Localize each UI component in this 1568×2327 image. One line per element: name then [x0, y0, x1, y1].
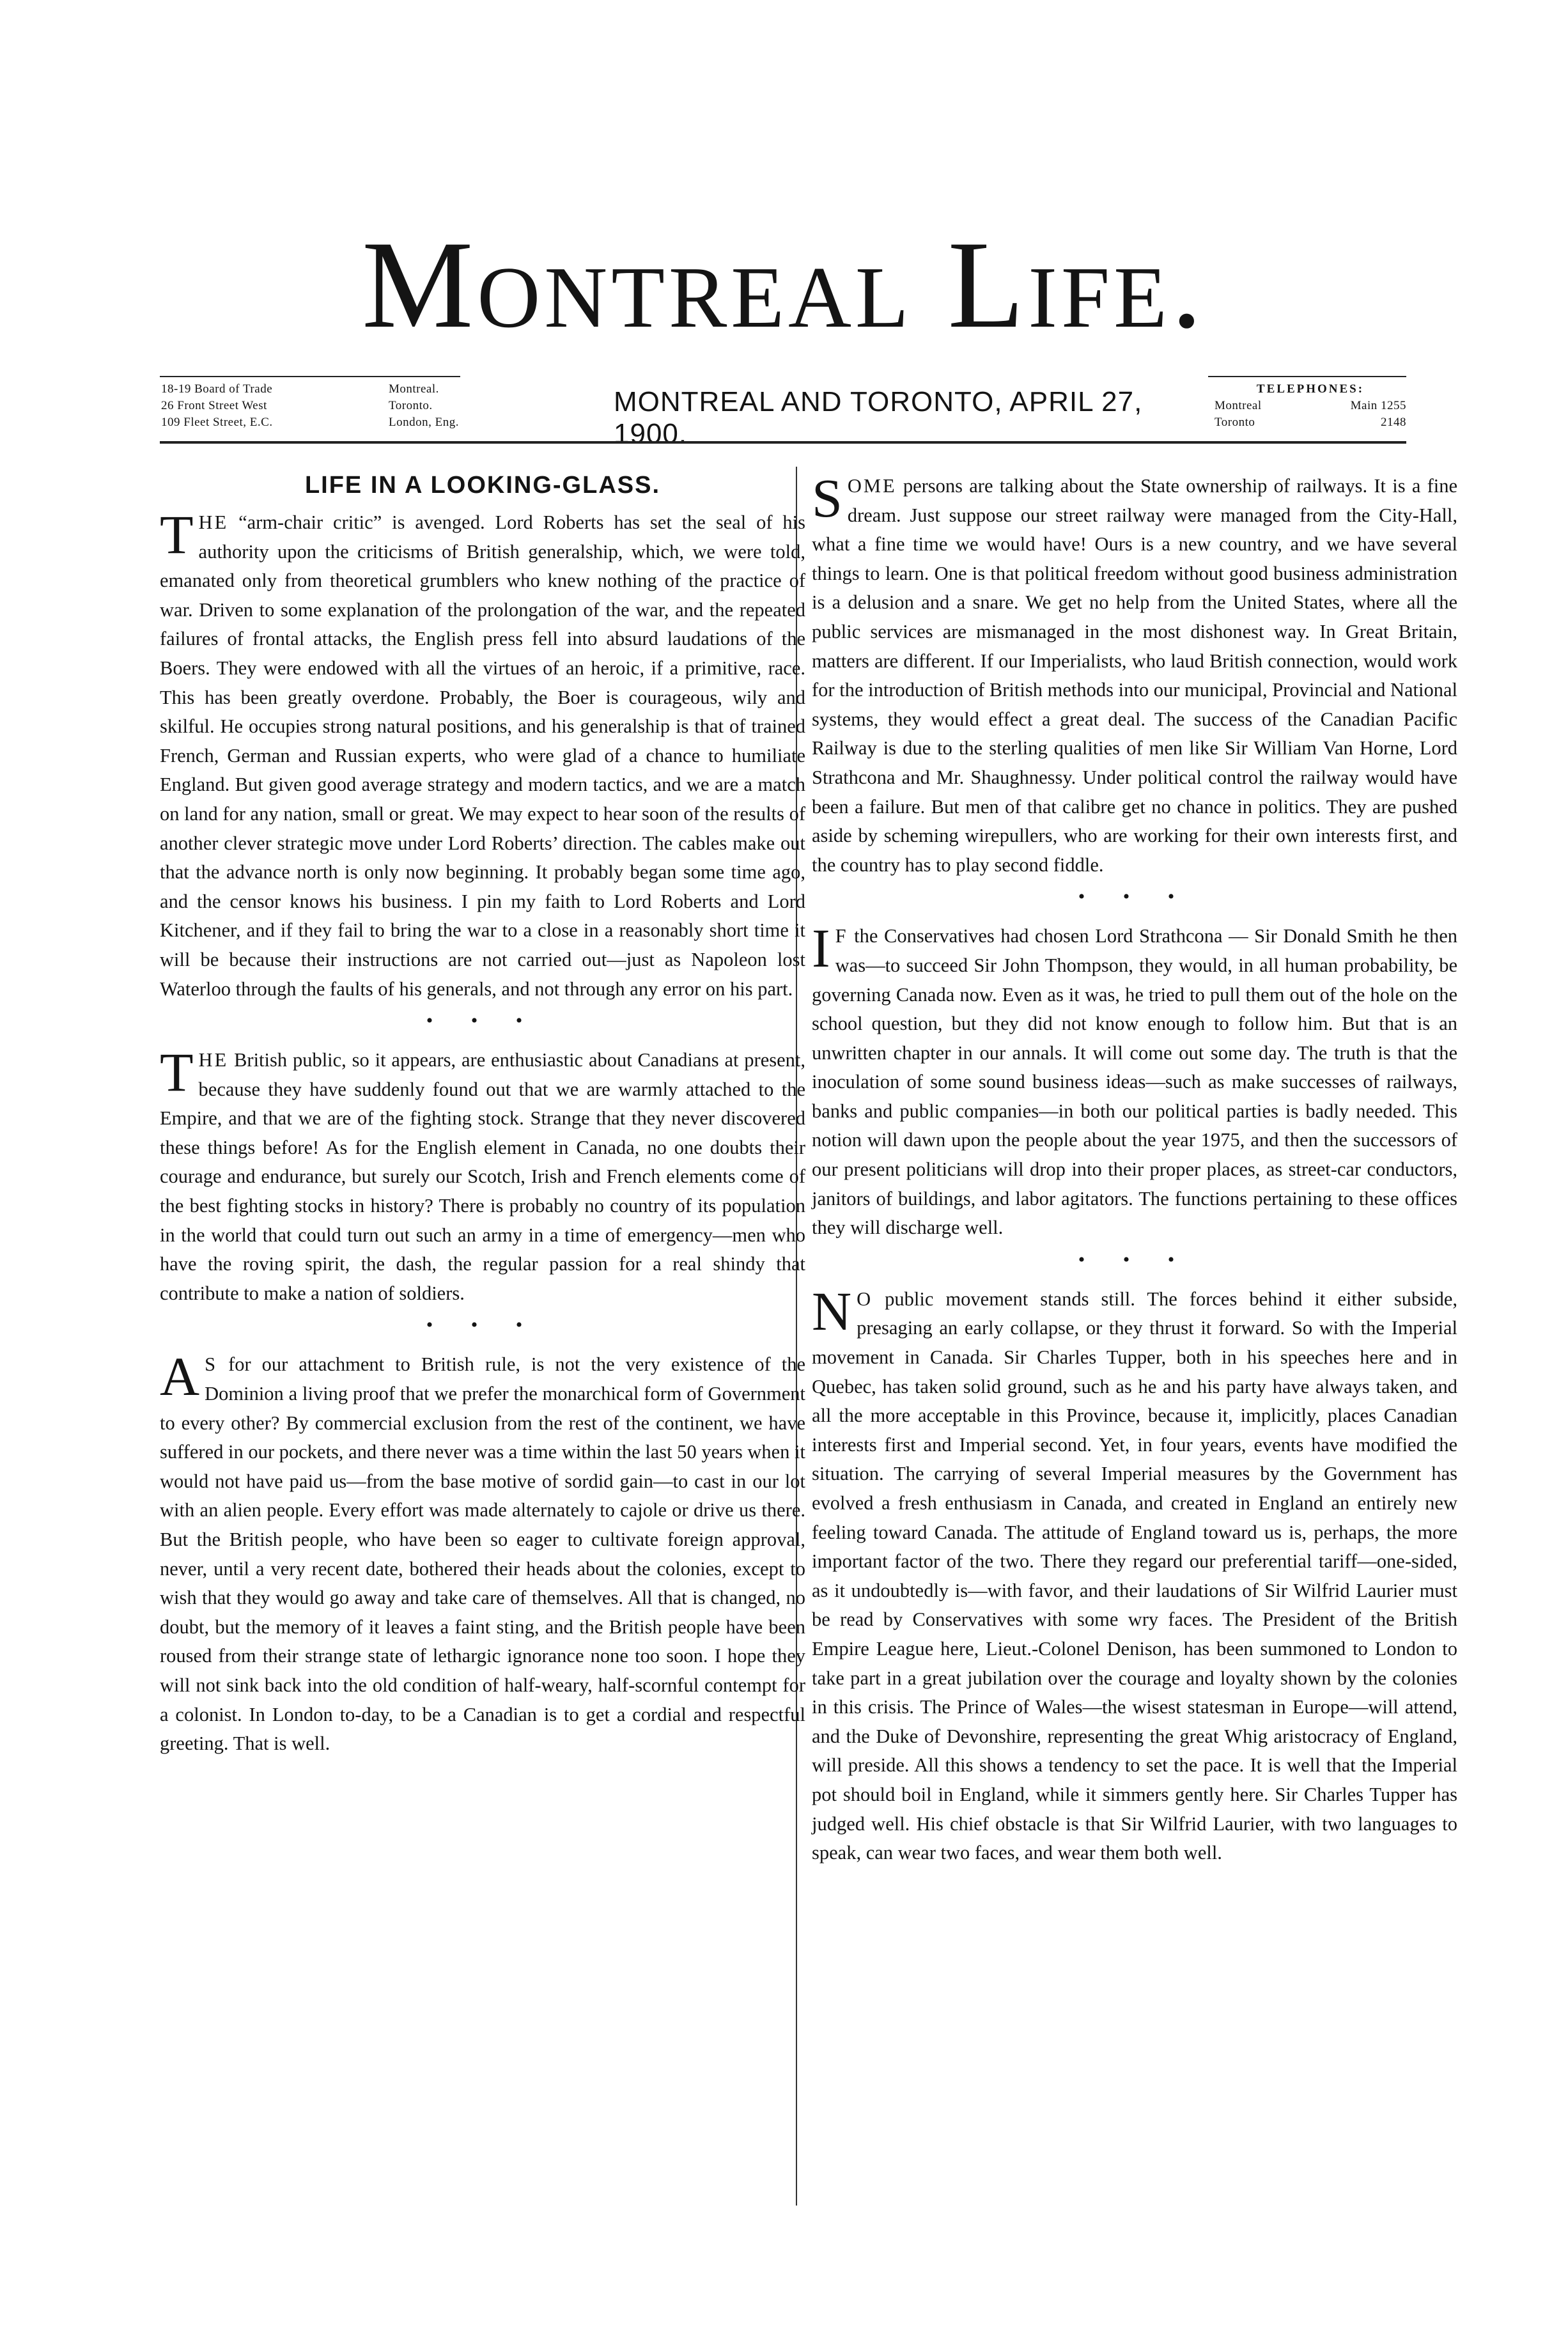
telephone-row — [1215, 398, 1406, 414]
article-paragraph — [812, 917, 1457, 1243]
article-paragraph — [812, 1280, 1457, 1868]
lead-word: O — [857, 1288, 873, 1310]
office-addresses — [161, 381, 378, 431]
header-bottom-rule — [160, 441, 1406, 444]
article-paragraph — [812, 467, 1457, 880]
article-paragraph — [160, 504, 805, 1004]
telephone-row — [1215, 414, 1406, 431]
address-line: 109 Fleet Street, E.C. — [161, 416, 273, 429]
paragraph-text: public movement stands still. The forces behind it either subside, presaging an early collapse, or they thrust it forward. So with the Imperial movement in Canada. Sir Charles Tupper, both in his speeches here and in Quebec, has taken solid ground, such as he and his party have always taken, and all the more acceptable in this Province, because it, implicitly, places Canadian interests first and Imperial second. Yet, in four years, events have modified the situation. The carrying of several Imperial measures by the Government has evolved a fresh enthusiasm in Canada, and created in England an entirely new feeling toward Canada. The attitude of England toward us is, perhaps, the more important factor of the two. There they regard our preferential tariff—one-sided, as it undoubtedly is—with favor, and their laudations of Sir Wilfrid Laurier must be read by Conservatives with some wry faces. The President of the British Empire League here, Lieut.-Colonel Denison, has been summoned to London to take part in a great jubilation over the courage and loyalty shown by the colonies in this crisis. The Prince of Wales—the wisest statesman in Europe—will attend, and the Duke of Devonshire, representing the great Whig aristocracy of England, will preside. All this shows a tendency to set the pace. It is well that the Imperial pot should boil in England, while it simmers gently here. Sir Charles Tupper has judged well. His chief obstacle is that Sir Wilfrid Laurier, with two languages to speak, can wear two faces, and wear them both well. — [812, 1288, 1457, 1864]
separator-dots: • • • — [426, 1314, 539, 1336]
lead-word: S — [205, 1353, 218, 1376]
masthead-rule-right — [1208, 376, 1406, 377]
section-heading: LIFE IN A LOOKING-GLASS. — [304, 472, 661, 499]
paragraph-text: British public, so it appears, are enthusiastic about Canadians at present, because they have suddenly found out that we are warmly attached to the Empire, and that we are of the fighting stock. Strange that they never discovered these things before! As for the English element in Canada, no one doubts their courage and endurance, but surely our Scotch, Irish and French elements come of the best fighting stocks in history? There is probably no country of its population in the world that could turn out such an army in a time of emergency—men who have the roving spirit, the dash, the regular passion for a real shindy that contribute to make a nation of soldiers. — [160, 1049, 805, 1304]
city-line: London, Eng. — [389, 416, 459, 429]
masthead-title: Montreal Life. — [362, 215, 1206, 354]
telephone-number: Main 1255 — [1350, 399, 1406, 412]
telephone-city: Toronto — [1215, 416, 1255, 429]
telephone-number: 2148 — [1381, 416, 1406, 429]
left-column — [160, 472, 805, 1759]
separator-dots: • • • — [1078, 886, 1192, 908]
city-line: Toronto. — [389, 399, 433, 412]
telephone-city: Montreal — [1215, 399, 1262, 412]
paragraph-text: “arm-chair critic” is avenged. Lord Roberts has set the seal of his authority upon the criticisms of British generalship, which, we were told, emanated only from theoretical grumblers who knew nothing of the practice of war. Driven to some explanation of the prolongation of the war, and the repeated failures of frontal attacks, the English press fell into absurd laudations of the Boers. They were endowed with all the virtues of an heroic, if a primitive, race. This has been greatly overdone. Probably, the Boer is courageous, wily and skilful. He occupies strong natural positions, and his generalship is that of trained French, German and Russian experts, who were glad of a chance to humiliate England. But given good average strategy and modern tactics, and we are a match on land for any nation, small or great. We may expect to hear soon of the results of another clever strategic move under Lord Roberts’ direction. The cables make out that the advance north is only now beginning. It probably began some time ago, and the censor knows his business. I pin my faith to Lord Roberts and Lord Kitchener, and if they fail to bring the war to a close in a reasonably short time it will be because their instructions are not carried out—just as Napoleon lost Waterloo through the faults of his generals, and not through any error on his part. — [160, 511, 805, 1000]
lead-word: OME — [847, 475, 897, 497]
telephones-title: TELEPHONES: — [1256, 382, 1365, 396]
drop-cap: S — [812, 467, 842, 529]
masthead-rule-left — [160, 376, 460, 377]
paragraph-text: persons are talking about the State ownership of railways. It is a fine dream. Just suppose our street railway were managed from the City-Hall, what a fine time we would have! Ours is a new country, and we have several things to learn. One is that political freedom without good business administration is a delusion and a snare. We get no help from the United States, where all the public services are mismanaged in the most dishonest way. In Great Britain, matters are different. If our Imperialists, who laud British connection, would work for the introduction of British methods into our municipal, Provincial and National systems, they would effect a great deal. The success of the Canadian Pacific Railway is due to the sterling qualities of men like Sir William Van Horne, Lord Strathcona and Mr. Shaughnessy. Under political control the railway would have been a failure. But men of that calibre get no chance in politics. They are pushed aside by scheming wirepullers, who are working for their own interests first, and the country has to play second fiddle. — [812, 475, 1457, 876]
paragraph-text: for our attachment to British rule, is not the very existence of the Dominion a living proof that we prefer the monarchical form of Government to every other? By commercial exclusion from the rest of the continent, we have suffered in our pockets, and there never was a time within the last 50 years when it would not have paid us—from the base motive of sordid gain—to cast in our lot with an alien people. Every effort was made alternately to cajole or drive us there. But the British people, who have been so eager to cultivate foreign approval, never, until a very recent date, bothered their heads about the colonies, except to wish that they would go away and take care of themselves. All that is changed, no doubt, but the memory of it leaves a faint sting, and the British people have been roused from their strange state of lethargic ignorance none too soon. I hope they will not sink back into the old condition of half-weary, half-scornful contempt for a colonist. In London to-day, to be a Canadian is to get a cordial and respectful greeting. That is well. — [160, 1353, 805, 1755]
drop-cap: I — [812, 917, 830, 979]
address-line: 18-19 Board of Trade — [161, 382, 273, 396]
paragraph-text: the Conservatives had chosen Lord Strathcona — Sir Donald Smith he then was—to succeed Sir John Thompson, they would, in all human probability, be governing Canada now. Even as it was, he tried to pull them out of the hole on the school question, but they did not know enough to follow him. But that is an unwritten chapter in our annals. It will come out some day. The truth is that the inoculation of some sound business ideas—such as make successes of railways, banks and public companies—in both our political parties is badly needed. This notion will dawn upon the people about the year 1975, and then the successors of our present politicians will drop into their proper places, as street-car conductors, janitors of buildings, and labor agitators. The functions pertaining to these offices they will discharge well. — [812, 925, 1457, 1239]
lead-word: HE — [198, 511, 229, 533]
drop-cap: N — [812, 1280, 852, 1342]
article-paragraph — [160, 1346, 805, 1758]
right-column — [812, 467, 1457, 1868]
article-paragraph — [160, 1041, 805, 1308]
lead-word: F — [835, 925, 848, 947]
office-cities — [389, 381, 542, 431]
lead-word: HE — [198, 1049, 229, 1071]
separator-dots: • • • — [426, 1010, 539, 1032]
address-line: 26 Front Street West — [161, 399, 267, 412]
drop-cap: A — [160, 1346, 200, 1408]
drop-cap: T — [160, 1041, 194, 1103]
separator-dots: • • • — [1078, 1249, 1192, 1270]
city-line: Montreal. — [389, 382, 439, 396]
drop-cap: T — [160, 504, 194, 565]
dateline: MONTREAL AND TORONTO, APRIL 27, 1900. — [614, 386, 1143, 449]
telephone-block — [1215, 381, 1406, 431]
